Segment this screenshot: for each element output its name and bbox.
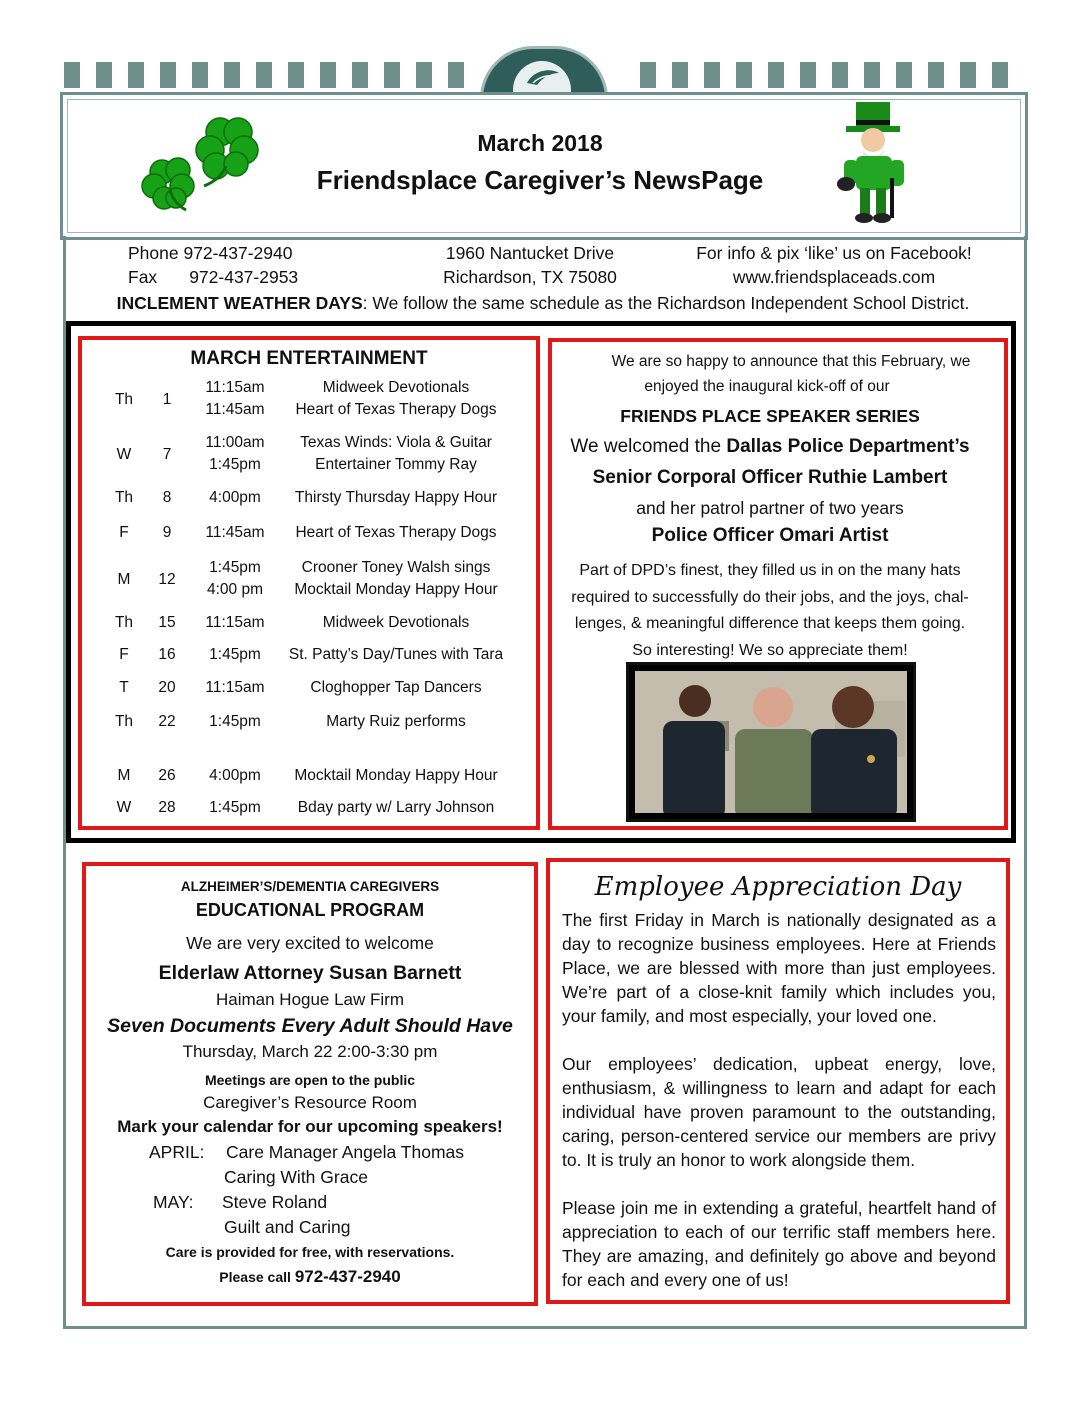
schedule-day: Th — [114, 713, 134, 730]
alz-care-note: Care is provided for free, with reservations. — [165, 1244, 455, 1260]
feather-logo-icon — [513, 61, 571, 93]
schedule-row — [84, 798, 536, 820]
schedule-time: 11:45am — [205, 524, 265, 541]
fax — [128, 265, 378, 289]
schedule-time: 11:00am — [205, 434, 265, 451]
schedule-row — [84, 645, 536, 667]
schedule-day: Th — [114, 614, 134, 631]
schedule-day: T — [119, 679, 129, 696]
address-line1: 1960 Nantucket Drive — [445, 243, 615, 263]
schedule-event: Mocktail Monday Happy Hour — [294, 581, 498, 598]
speaker-body — [552, 558, 988, 664]
alz-phone-number[interactable]: 972-437-2940 — [294, 1267, 401, 1286]
schedule-date: 12 — [158, 571, 176, 588]
alz-room: Caregiver’s Resource Room — [203, 1093, 417, 1112]
schedule-event: Midweek Devotionals — [322, 379, 470, 396]
schedule-date: 7 — [162, 446, 172, 463]
shamrock-icon — [132, 106, 272, 216]
schedule-date: 15 — [158, 614, 176, 631]
facebook-note: For info & pix ‘like’ us on Facebook! — [696, 243, 972, 263]
schedule-event: Heart of Texas Therapy Dogs — [295, 524, 497, 541]
schedule-row — [84, 766, 536, 788]
speaker-department: Dallas Police Department’s — [726, 436, 970, 457]
alz-may-label: MAY: — [153, 1192, 194, 1212]
schedule-day: Th — [114, 391, 134, 408]
phone: Phone 972-437-2940 — [128, 243, 293, 263]
alz-date: Thursday, March 22 2:00-3:30 pm — [182, 1042, 438, 1061]
alz-may-speaker: Steve Roland — [222, 1192, 328, 1212]
speaker-officer1: Senior Corporal Officer Ruthie Lambert — [592, 467, 948, 488]
schedule-row — [84, 613, 536, 635]
leprechaun-icon — [834, 100, 914, 226]
schedule-time: 1:45pm — [209, 799, 261, 816]
schedule-row — [84, 558, 536, 604]
employee-paragraph-1: The first Friday in March is nationally designated as a day to recognize business employees. Here at Friends Place, we are blessed with more than just employees. We’re part of a close-knit family which includes you, your family, and most especially, your loved one. — [562, 910, 996, 1026]
alz-mark-calendar: Mark your calendar for our upcoming speakers! — [117, 1117, 503, 1136]
schedule-row — [84, 378, 536, 424]
schedule-date: 9 — [162, 524, 172, 541]
alz-speaker: Elderlaw Attorney Susan Barnett — [158, 962, 462, 984]
alz-firm: Haiman Hogue Law Firm — [215, 990, 404, 1009]
alz-topic: Seven Documents Every Adult Should Have — [107, 1015, 513, 1037]
officers-photo — [626, 662, 916, 822]
schedule-day: F — [119, 524, 129, 541]
schedule-event: Marty Ruiz performs — [326, 713, 466, 730]
alz-call-text: Please call — [219, 1269, 295, 1285]
employee-title: Employee Appreciation Day — [594, 872, 962, 902]
speaker-officer2: Police Officer Omari Artist — [651, 525, 889, 546]
schedule-row — [84, 433, 536, 479]
employee-paragraph-3: Please join me in extending a grateful, heartfelt hand of appreciation to each of our terrific staff members here. They are amazing, and definitely go above and beyond for each and every one of us! — [562, 1198, 996, 1290]
schedule-time: 1:45pm — [209, 713, 261, 730]
fax-label: Fax — [128, 267, 158, 287]
weather-text: : We follow the same schedule as the Richardson Independent School District. — [362, 293, 970, 313]
schedule-day: M — [117, 767, 131, 784]
schedule-day: M — [117, 571, 131, 588]
schedule-event: Midweek Devotionals — [322, 614, 470, 631]
alz-april-speaker: Care Manager Angela Thomas — [226, 1142, 465, 1162]
alz-call — [86, 1267, 534, 1287]
fax-number: 972-437-2953 — [189, 267, 299, 287]
speaker-intro-line1: We are so happy to announce that this February, we — [611, 353, 971, 370]
schedule-time: 11:15am — [205, 379, 265, 396]
address-line2: Richardson, TX 75080 — [443, 267, 617, 287]
speaker-body-line1: Part of DPD’s finest, they filled us in on the many hats — [579, 562, 961, 579]
schedule-time: 1:45pm — [209, 456, 261, 473]
alz-heading2: EDUCATIONAL PROGRAM — [195, 900, 425, 920]
schedule-time: 11:15am — [205, 614, 265, 631]
schedule-day: Th — [114, 489, 134, 506]
schedule-time: 1:45pm — [209, 646, 261, 663]
schedule-event: Texas Winds: Viola & Guitar — [300, 434, 492, 451]
schedule-event: Entertainer Tommy Ray — [315, 456, 477, 473]
entertainment-title: MARCH ENTERTAINMENT — [190, 348, 428, 369]
schedule-date: 28 — [158, 799, 176, 816]
schedule-event: St. Patty’s Day/Tunes with Tara — [288, 646, 504, 663]
schedule-day: W — [116, 799, 132, 816]
schedule-event: Cloghopper Tap Dancers — [310, 679, 482, 696]
schedule-event: Bday party w/ Larry Johnson — [297, 799, 495, 816]
schedule-event: Mocktail Monday Happy Hour — [294, 767, 498, 784]
schedule-time: 11:45am — [205, 401, 265, 418]
speaker-series-title: FRIENDS PLACE SPEAKER SERIES — [620, 406, 920, 426]
issue-month: March 2018 — [477, 130, 603, 156]
contact-social — [686, 241, 982, 289]
speaker-intro — [552, 349, 1006, 399]
schedule-date: 26 — [158, 767, 176, 784]
schedule-row — [84, 488, 536, 510]
speaker-intro-line2: enjoyed the inaugural kick-off of our — [644, 378, 890, 395]
speaker-body-line3: lenges, & meaningful difference that keeps them going. — [574, 615, 966, 632]
schedule-date: 16 — [158, 646, 176, 663]
website-link[interactable]: www.friendsplaceads.com — [732, 267, 936, 287]
schedule-row — [84, 523, 536, 545]
contact-phone-fax — [128, 241, 378, 289]
speaker-welcome-text: We welcomed the — [570, 436, 727, 457]
schedule-event: Heart of Texas Therapy Dogs — [295, 401, 497, 418]
schedule-event: Crooner Toney Walsh sings — [301, 559, 491, 576]
schedule-date: 1 — [162, 391, 172, 408]
schedule-time: 1:45pm — [209, 559, 261, 576]
alz-heading1: ALZHEIMER’S/DEMENTIA CAREGIVERS — [180, 879, 440, 894]
alz-april-label: APRIL: — [149, 1142, 205, 1162]
speaker-welcome — [548, 436, 992, 458]
page-title: Friendsplace Caregiver’s NewsPage — [316, 165, 764, 195]
schedule-time: 11:15am — [205, 679, 265, 696]
speaker-partner: and her patrol partner of two years — [636, 498, 904, 518]
schedule-event: Thirsty Thursday Happy Hour — [294, 489, 498, 506]
schedule-date: 22 — [158, 713, 176, 730]
employee-body — [562, 908, 996, 1316]
weather-notice — [60, 293, 1026, 314]
speaker-body-line4: So interesting! We so appreciate them! — [632, 641, 908, 659]
schedule-date: 20 — [158, 679, 176, 696]
alz-open: Meetings are open to the public — [204, 1072, 416, 1088]
alz-welcome: We are very excited to welcome — [186, 933, 434, 953]
schedule-day: W — [116, 446, 132, 463]
schedule-time: 4:00pm — [209, 489, 261, 506]
alz-april-topic: Caring With Grace — [224, 1167, 368, 1187]
employee-paragraph-2: Our employees’ dedication, upbeat energy, love, enthusiasm, & willingness to learn and adapt for each individual have proven paramount to the outstanding, caring, person-centered service our members are privy to. It is truly an honor to work alongside them. — [562, 1054, 996, 1170]
schedule-row — [84, 678, 536, 700]
schedule-time: 4:00 pm — [206, 581, 263, 598]
schedule-day: F — [119, 646, 129, 663]
alz-may-topic: Guilt and Caring — [224, 1217, 351, 1237]
weather-label: INCLEMENT WEATHER DAYS — [116, 293, 363, 313]
contact-address — [400, 241, 660, 289]
schedule-date: 8 — [162, 489, 172, 506]
schedule-time: 4:00pm — [209, 767, 261, 784]
speaker-body-line2: required to successfully do their jobs, and the joys, chal- — [571, 588, 969, 606]
schedule-row — [84, 712, 536, 734]
